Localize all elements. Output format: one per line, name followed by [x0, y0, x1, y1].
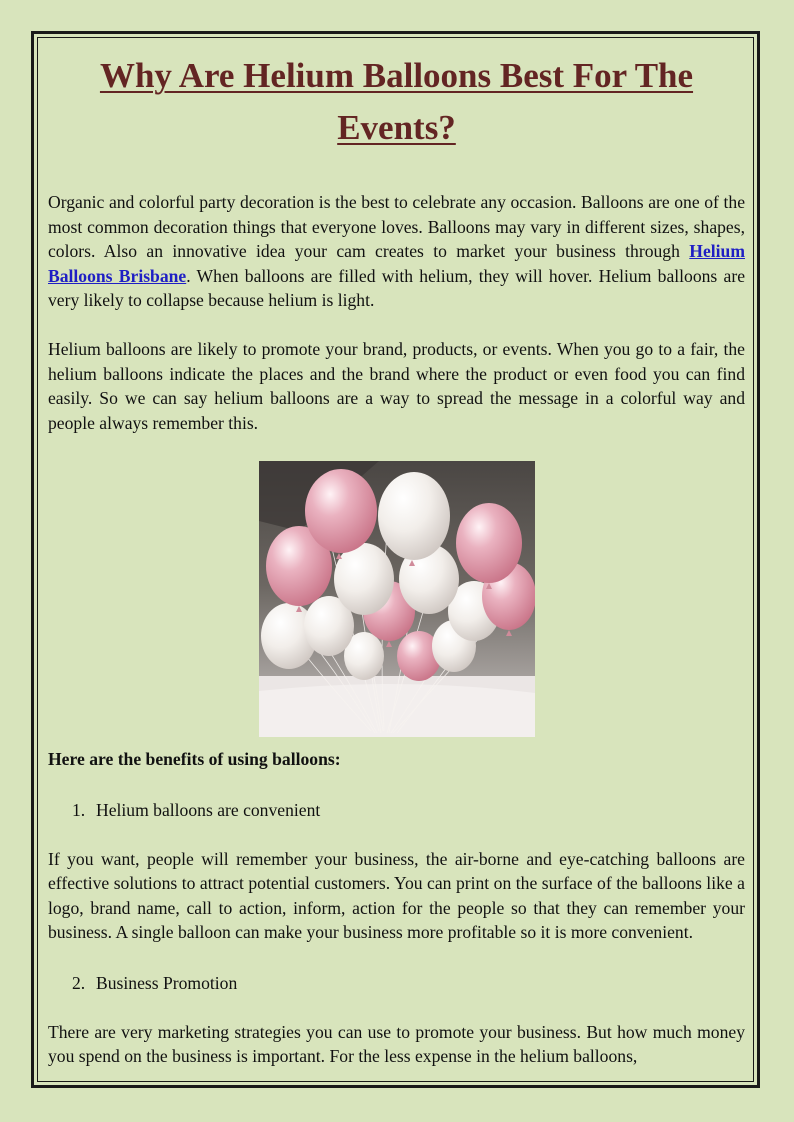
list-item-number: 1.: [72, 799, 86, 820]
business-promotion-paragraph: There are very marketing strategies you can use to promote your business. But how much money you spend on the business is important. For the less expense in the helium balloons,: [48, 1021, 745, 1067]
intro-text-after-link: . When balloons are filled with helium, they will hover. Helium balloons are very likely to collapse because helium is light.: [48, 265, 745, 311]
benefits-heading: Here are the benefits of using balloons:: [48, 749, 341, 770]
list-item: [48, 971, 745, 996]
helium-balloons-brisbane-link[interactable]: Helium Balloons Brisbane: [48, 241, 745, 286]
list-item-text: Business Promotion: [96, 972, 238, 993]
convenience-paragraph: If you want, people will remember your business, the air-borne and eye-catching balloons are effective solutions to attract potential customers. You can print on the surface of the balloons like a logo, brand name, call to action, inform, action for the people so that they can remember your business. A single balloon can make your business more profitable so it is more convenient.: [48, 848, 745, 943]
intro-paragraph: [48, 190, 745, 313]
list-item-number: 2.: [72, 972, 86, 993]
intro-text-before-link: Organic and colorful party decoration is the best to celebrate any occasion. Balloons are one of the most common decoration things that everyone loves. Balloons may vary in different sizes, shapes, colors. Also an innovative idea your cam creates to market your business through: [48, 192, 745, 262]
promotion-paragraph: Helium balloons are likely to promote your brand, products, or events. When you go to a fair, the helium balloons indicate the places and the brand where the product or even food you can find easily. So we can say helium balloons are a way to spread the message in a colorful way and people always remember this.: [48, 338, 745, 433]
balloons-photo: [259, 461, 535, 737]
list-item: [48, 798, 745, 823]
document-body: [48, 50, 745, 1069]
page-title: Why Are Helium Balloons Best For The Events?: [99, 56, 694, 147]
list-item-text: Helium balloons are convenient: [96, 799, 321, 820]
